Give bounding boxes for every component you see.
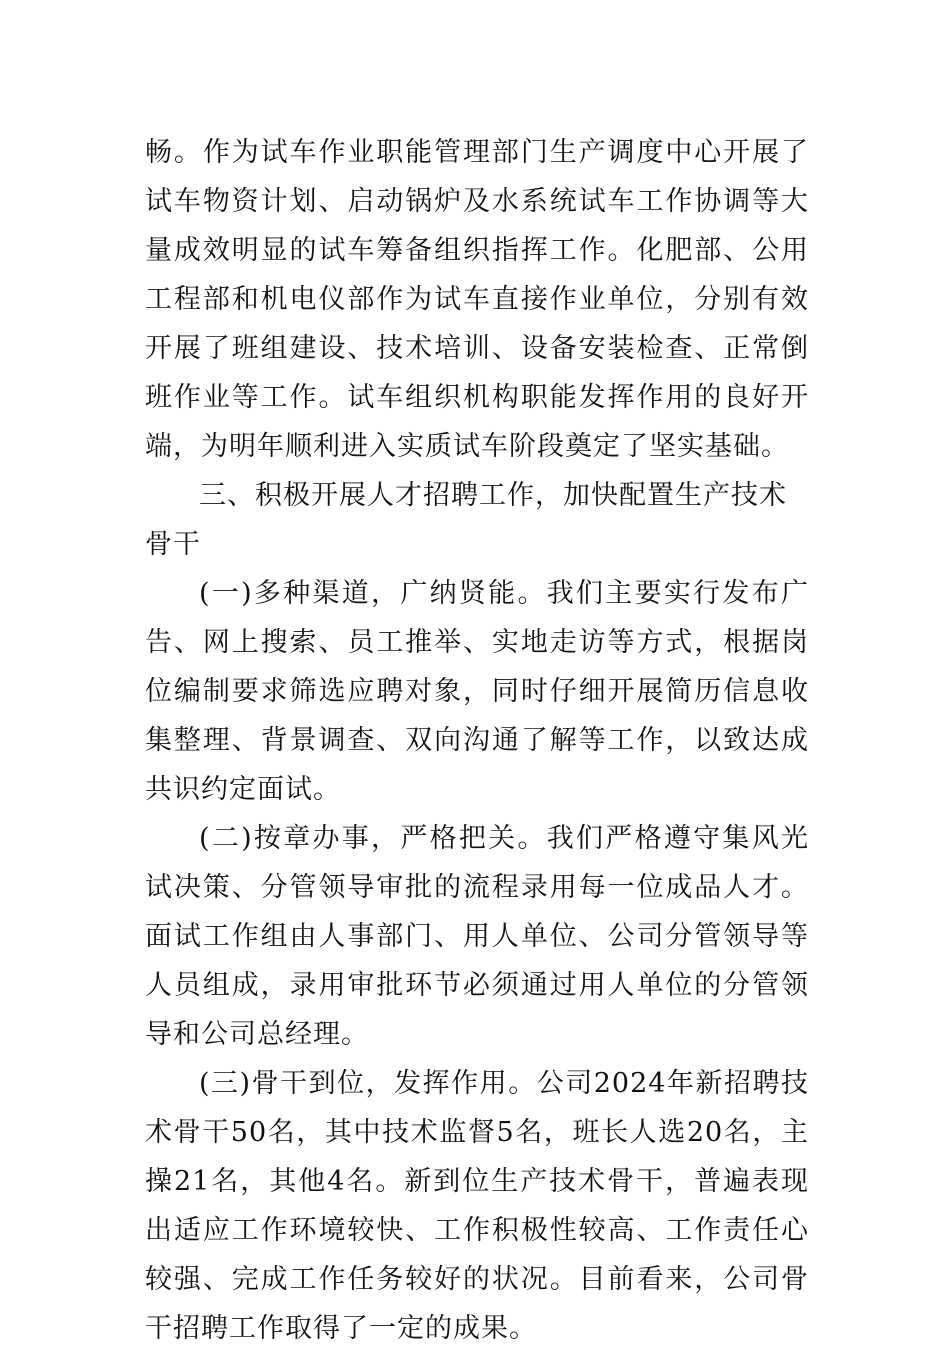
list-item-paragraph-2: (二)按章办事，严格把关。我们严格遵守集风光试决策、分管领导审批的流程录用每一位成品人才。面试工作组由人事部门、用人单位、公司分管领导等人员组成，录用审批环节必须通过用人单位的分管领导和公司总经理。	[145, 823, 809, 1050]
list-item-paragraph-3: (三)骨干到位，发挥作用。公司2024年新招聘技术骨干50名，其中技术监督5名，班长人选20名，主操21名，其他4名。新到位生产技术骨干，普遍表现出适应工作环境较快、工作积极性较高、工作责任心较强、完成工作任务较好的状况。目前看来，公司骨干招聘工作取得了一定的成果。	[145, 1068, 809, 1344]
list-item-paragraph-1: (一)多种渠道，广纳贤能。我们主要实行发布广告、网上搜索、员工推举、实地走访等方式，根据岗位编制要求筛选应聘对象，同时仔细开展简历信息收集整理、背景调查、双向沟通了解等工作，以致达成共识约定面试。	[145, 578, 809, 805]
document-page	[145, 128, 809, 1353]
body-paragraph-continued: 畅。作为试车作业职能管理部门生产调度中心开展了试车物资计划、启动锅炉及水系统试车工作协调等大量成效明显的试车筹备组织指挥工作。化肥部、公用工程部和机电仪部作为试车直接作业单位，分别有效开展了班组建设、技术培训、设备安装检查、正常倒班作业等工作。试车组织机构职能发挥作用的良好开端，为明年顺利进入实质试车阶段奠定了坚实基础。	[145, 137, 809, 462]
section-heading: 三、积极开展人才招聘工作，加快配置生产技术骨干	[145, 480, 787, 560]
